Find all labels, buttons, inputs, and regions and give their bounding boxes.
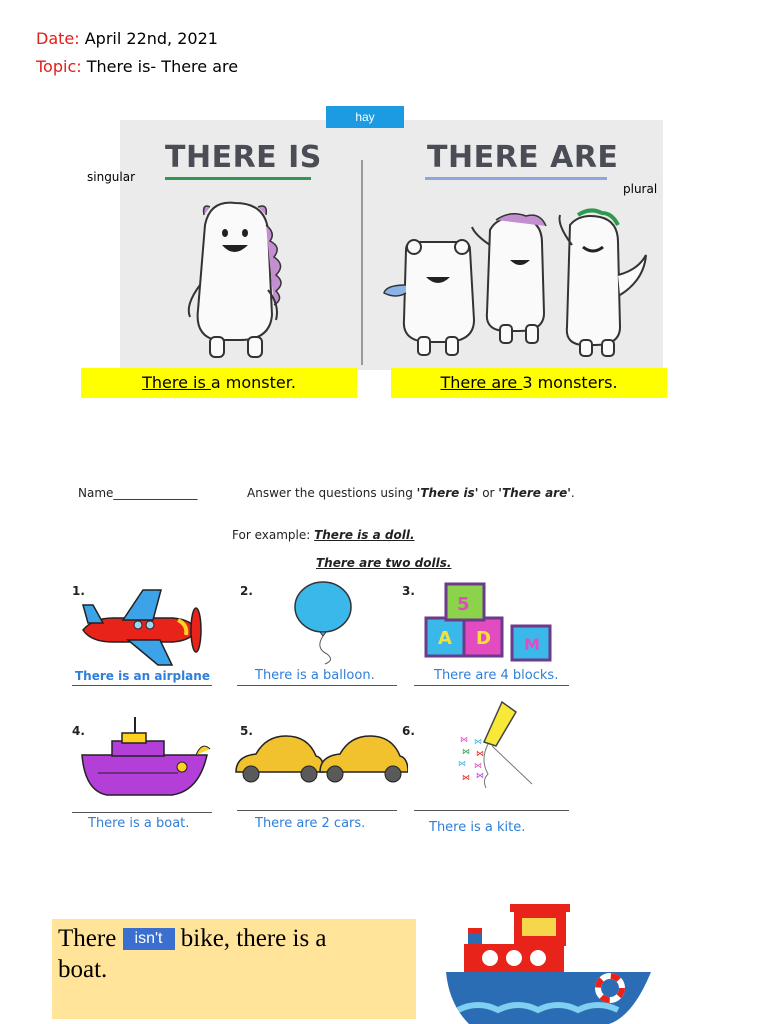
svg-text:⋈: ⋈ (474, 761, 482, 770)
three-monsters-image (378, 205, 653, 360)
blocks-image (424, 580, 564, 665)
instruction-there-are: 'There are' (498, 486, 571, 500)
answer-1: There is an airplane (75, 669, 210, 683)
date-line (36, 29, 218, 48)
fill-in-before: There (58, 925, 123, 952)
there-is-caption-underlined: There is (142, 373, 211, 392)
fill-in-after: bike, there is a (174, 925, 327, 952)
answer-5: There are 2 cars. (255, 816, 366, 831)
kite-image (452, 700, 537, 790)
there-is-caption-rest: a monster. (210, 373, 296, 392)
balloon-image (290, 580, 360, 665)
item-number-5: 5. (240, 724, 253, 738)
svg-text:5: 5 (457, 594, 470, 615)
instruction-end: . (570, 486, 575, 500)
svg-text:⋈: ⋈ (462, 747, 470, 756)
there-are-caption-rest: 3 monsters. (522, 373, 618, 392)
airplane-image (78, 585, 208, 670)
instruction-prefix: Answer the questions using (247, 486, 417, 500)
svg-text:⋈: ⋈ (476, 749, 484, 758)
there-are-underline (425, 177, 607, 180)
date-value: April 22nd, 2021 (84, 29, 218, 48)
answer-6: There is a kite. (429, 820, 526, 835)
svg-text:D: D (476, 628, 491, 649)
date-label: Date: (36, 29, 80, 48)
there-is-title: THERE IS (165, 140, 322, 175)
answer-4: There is a boat. (88, 816, 190, 831)
hay-label: hay (326, 106, 404, 128)
name-field-label: Name______________ (78, 486, 198, 500)
there-is-caption (81, 368, 357, 398)
ship-illustration (440, 900, 655, 1024)
item-number-4: 4. (72, 724, 85, 738)
instruction-there-is: 'There is' (416, 486, 479, 500)
answer-line-5 (237, 810, 397, 811)
single-monster-image (170, 195, 300, 360)
example-prefix: For example: (232, 528, 315, 542)
svg-text:⋈: ⋈ (476, 771, 484, 780)
there-are-title: THERE ARE (427, 140, 619, 175)
item-number-2: 2. (240, 584, 253, 598)
item-number-3: 3. (402, 584, 415, 598)
example-there-is: There is a doll. (314, 528, 415, 542)
topic-label: Topic: (36, 57, 82, 76)
singular-note: singular (87, 170, 136, 184)
fill-in-sentence (58, 923, 412, 985)
example-line-1 (232, 528, 415, 542)
svg-text:M: M (524, 635, 540, 654)
answer-line-2 (237, 685, 397, 686)
svg-text:⋈: ⋈ (462, 773, 470, 782)
item-number-1: 1. (72, 584, 85, 598)
answer-line-4 (72, 812, 212, 813)
svg-text:A: A (438, 628, 452, 649)
fill-in-exercise-box (52, 919, 416, 1019)
boat-image (78, 715, 213, 800)
answer-line-3 (414, 685, 569, 686)
answer-line-6 (414, 810, 569, 811)
panel-divider (361, 160, 363, 365)
instruction-or: or (478, 486, 499, 500)
answer-line-1 (72, 685, 212, 686)
cars-image (233, 732, 408, 787)
topic-value: There is- There are (86, 57, 239, 76)
svg-text:⋈: ⋈ (458, 759, 466, 768)
fill-in-line-2: boat. (58, 956, 108, 983)
topic-line (36, 57, 238, 76)
there-are-caption-underlined: There are (440, 373, 523, 392)
fill-in-answer-chip[interactable]: isn't (123, 928, 175, 950)
plural-note: plural (623, 182, 658, 196)
svg-text:⋈: ⋈ (460, 735, 468, 744)
svg-text:⋈: ⋈ (474, 737, 482, 746)
answer-3: There are 4 blocks. (434, 668, 559, 683)
worksheet-instruction (247, 486, 575, 500)
example-line-2 (316, 556, 451, 570)
answer-2: There is a balloon. (255, 668, 375, 683)
example-there-are: There are two dolls. (316, 556, 452, 570)
there-is-underline (165, 177, 311, 180)
item-number-6: 6. (402, 724, 415, 738)
there-are-caption (391, 368, 667, 398)
